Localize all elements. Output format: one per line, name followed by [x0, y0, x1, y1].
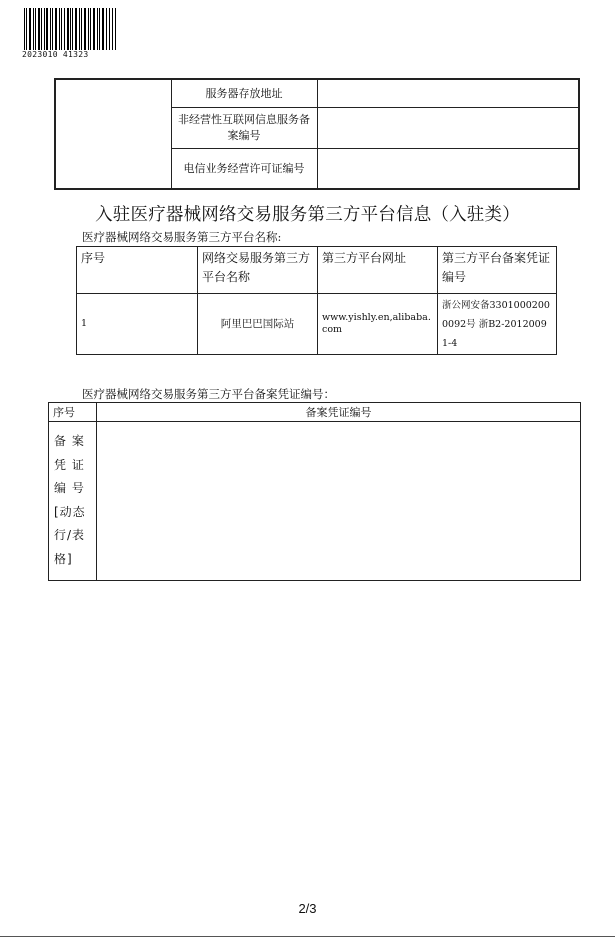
- header-platform-name: 网络交易服务第三方平台名称: [198, 247, 318, 294]
- row-platform-name: 阿里巴巴国际站: [198, 294, 318, 355]
- icp-filing-label: 非经营性互联网信息服务备案编号: [171, 108, 317, 149]
- platform-name-label: 医疗器械网络交易服务第三方平台名称:: [82, 230, 282, 244]
- footer-divider: [0, 936, 615, 937]
- header-no: 序号: [77, 247, 198, 294]
- table-row: [49, 422, 581, 581]
- row-platform-filing: 浙公网安备33010002000092号 浙B2-20120091-4: [438, 294, 557, 355]
- page-number: 2/3: [298, 901, 317, 916]
- header-filing-number: 备案凭证编号: [97, 403, 581, 422]
- filing-number-label: 医疗器械网络交易服务第三方平台备案凭证编号：: [82, 387, 335, 401]
- table-header-row: [49, 403, 581, 422]
- table-row: [55, 79, 579, 108]
- blank-cell: [55, 79, 171, 189]
- icp-filing-value: [317, 108, 579, 149]
- dynamic-row-label: 备 案 凭 证 编 号 [动态行/表格]: [49, 422, 97, 581]
- server-address-value: [317, 79, 579, 108]
- header-platform-filing: 第三方平台备案凭证编号: [438, 247, 557, 294]
- row-platform-url: www.yishly.en,alibaba.com: [318, 294, 438, 355]
- header-no: 序号: [49, 403, 97, 422]
- telecom-license-value: [317, 149, 579, 190]
- header-platform-url: 第三方平台网址: [318, 247, 438, 294]
- server-address-label: 服务器存放地址: [171, 79, 317, 108]
- platform-table: [76, 246, 557, 355]
- table-header-row: [77, 247, 557, 294]
- dynamic-row-value: [97, 422, 581, 581]
- section-title: 入驻医疗器械网络交易服务第三方平台信息（入驻类）: [95, 205, 520, 225]
- telecom-license-label: 电信业务经营许可证编号: [171, 149, 317, 190]
- server-info-table: [54, 78, 580, 190]
- table-row: [77, 294, 557, 355]
- barcode-number: 2023010 41323: [22, 50, 122, 60]
- row-no: 1: [77, 294, 198, 355]
- filing-table: [48, 402, 581, 581]
